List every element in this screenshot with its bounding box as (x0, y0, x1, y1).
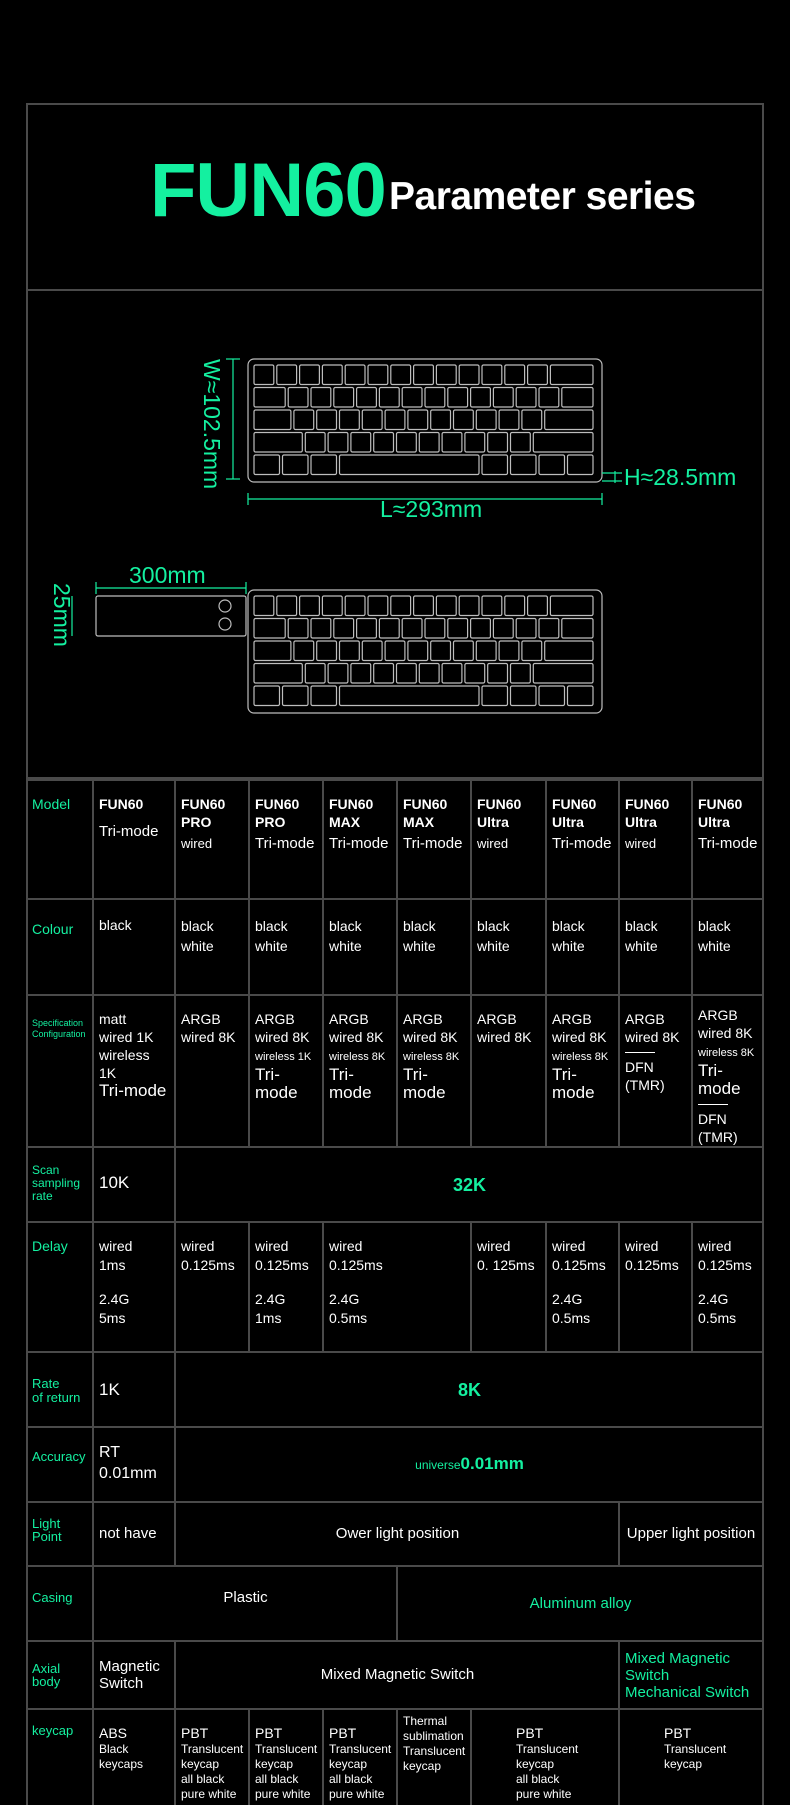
colour-cell-8: black white (619, 899, 692, 995)
label-delay: Delay (28, 1222, 93, 1352)
row-casing (28, 1566, 762, 1641)
key (482, 455, 508, 475)
key (511, 433, 531, 453)
key (528, 596, 548, 616)
label-rate-of-return: Rate of return (28, 1352, 93, 1427)
casing-cell-aluminum: Aluminum alloy (397, 1566, 762, 1641)
key (511, 686, 537, 706)
keyboard-diagram (28, 291, 762, 779)
key (254, 365, 274, 385)
axial-cell-mid: Mixed Magnetic Switch (175, 1641, 619, 1709)
key (539, 619, 559, 639)
key (493, 388, 513, 408)
key (368, 596, 388, 616)
key (419, 664, 439, 684)
key (345, 596, 365, 616)
spec-cell-9: ARGB wired 8K wireless 8K Tri-mode DFN (TMR) (692, 995, 762, 1147)
key (408, 410, 428, 430)
key (539, 686, 565, 706)
row-scan-rate (28, 1147, 762, 1222)
key (254, 641, 291, 661)
connector-icon (219, 618, 231, 630)
model-cell-5: FUN60 MAX Tri-mode (397, 780, 471, 899)
key (294, 641, 314, 661)
axial-cell-last: Mixed Magnetic Switch Mechanical Switch (619, 1641, 762, 1709)
model-cell-3: FUN60 PRO Tri-mode (249, 780, 323, 899)
row-model (28, 780, 762, 899)
row-colour (28, 899, 762, 995)
keycap-cell-1: ABS Black keycaps (93, 1709, 175, 1805)
label-casing: Casing (28, 1566, 93, 1641)
keycap-cell-5: Thermal sublimation Translucent keycap (397, 1709, 471, 1805)
key (436, 365, 456, 385)
key (334, 388, 354, 408)
key (568, 455, 594, 475)
key (300, 596, 320, 616)
casing-cell-plastic: Plastic (93, 1566, 397, 1641)
model-cell-7: FUN60 Ultra Tri-mode (546, 780, 619, 899)
key (322, 596, 342, 616)
key (454, 410, 474, 430)
scan-cell-first: 10K (93, 1147, 175, 1222)
keyboard-body (248, 359, 602, 482)
colour-cell-2: black white (175, 899, 249, 995)
label-keycap: keycap (28, 1709, 93, 1805)
key (340, 455, 480, 475)
row-rate-of-return (28, 1352, 762, 1427)
key (254, 664, 302, 684)
key (545, 410, 593, 430)
key (562, 388, 593, 408)
keyboard-cable-view (96, 590, 602, 713)
key (511, 664, 531, 684)
key (379, 388, 399, 408)
key (511, 455, 537, 475)
key (254, 433, 302, 453)
key (562, 619, 593, 639)
key (277, 596, 297, 616)
model-cell-8: FUN60 Ultra wired (619, 780, 692, 899)
key (317, 410, 337, 430)
key (442, 433, 462, 453)
key (283, 455, 309, 475)
key (385, 410, 405, 430)
key (288, 388, 308, 408)
keyboard-body (248, 590, 602, 713)
key (368, 365, 388, 385)
key (454, 641, 474, 661)
key (362, 641, 382, 661)
key (283, 686, 309, 706)
rate-cell-first: 1K (93, 1352, 175, 1427)
key (351, 664, 371, 684)
key (294, 410, 314, 430)
key (476, 641, 496, 661)
key (345, 365, 365, 385)
key (465, 433, 485, 453)
key (328, 433, 348, 453)
key (414, 365, 434, 385)
key (254, 596, 274, 616)
key (254, 388, 285, 408)
delay-cell-2: wired 0.125ms (175, 1222, 249, 1352)
key (516, 388, 536, 408)
row-specification (28, 995, 762, 1147)
row-light-point (28, 1502, 762, 1566)
colour-cell-6: black white (471, 899, 546, 995)
key (550, 365, 593, 385)
scan-cell-rest: 32K (175, 1147, 762, 1222)
key (539, 455, 565, 475)
key (374, 433, 394, 453)
key (431, 641, 451, 661)
key (459, 596, 479, 616)
label-scan-rate: Scan sampling rate (28, 1147, 93, 1222)
colour-cell-7: black white (546, 899, 619, 995)
key (391, 365, 411, 385)
key (340, 410, 360, 430)
key (254, 619, 285, 639)
key (488, 433, 508, 453)
key (488, 664, 508, 684)
delay-cell-5: wired 0. 125ms (471, 1222, 546, 1352)
key (408, 641, 428, 661)
key (493, 619, 513, 639)
label-axial-body: Axial body (28, 1641, 93, 1709)
key (334, 619, 354, 639)
width-label: W≈102.5mm (199, 359, 225, 490)
key (419, 433, 439, 453)
delay-cell-3: wired 0.125ms 2.4G 1ms (249, 1222, 323, 1352)
height-label: H≈28.5mm (624, 464, 737, 490)
delay-cell-7: wired 0.125ms (619, 1222, 692, 1352)
row-delay (28, 1222, 762, 1352)
hero-header (28, 105, 762, 291)
key (442, 664, 462, 684)
spec-cell-3: ARGB wired 8K wireless 1K Tri-mode (249, 995, 323, 1147)
key (448, 619, 468, 639)
spec-cell-4: ARGB wired 8K wireless 8K Tri-mode (323, 995, 397, 1147)
model-cell-6: FUN60 Ultra wired (471, 780, 546, 899)
key (357, 388, 377, 408)
spec-sheet (26, 103, 764, 1805)
key (311, 686, 337, 706)
key (545, 641, 593, 661)
key (311, 388, 331, 408)
delay-cell-8: wired 0.125ms 2.4G 0.5ms (692, 1222, 762, 1352)
row-keycap (28, 1709, 762, 1805)
key (499, 641, 519, 661)
key (328, 664, 348, 684)
colour-cell-3: black white (249, 899, 323, 995)
key (402, 619, 422, 639)
key (305, 664, 325, 684)
cable-length-label: 300mm (129, 562, 206, 588)
spec-cell-7: ARGB wired 8K wireless 8K Tri-mode (546, 995, 619, 1147)
key (351, 433, 371, 453)
key (391, 596, 411, 616)
key (436, 596, 456, 616)
key (385, 641, 405, 661)
keycap-cell-6: PBT Translucent keycap all black pure white (471, 1709, 619, 1805)
key (465, 664, 485, 684)
key (300, 365, 320, 385)
key (431, 410, 451, 430)
key (528, 365, 548, 385)
light-cell-last: Upper light position (619, 1502, 762, 1566)
label-light-point: Light Point (28, 1502, 93, 1566)
accuracy-cell-first: RT 0.01mm (93, 1427, 175, 1502)
colour-cell-5: black white (397, 899, 471, 995)
delay-cell-1: wired 1ms 2.4G 5ms (93, 1222, 175, 1352)
key (254, 410, 291, 430)
cable-diameter-label: 25mm (49, 583, 75, 647)
key (539, 388, 559, 408)
key (522, 641, 542, 661)
key (482, 365, 502, 385)
key (305, 433, 325, 453)
keycap-cell-4: PBT Translucent keycap all black pure white (323, 1709, 397, 1805)
key (471, 619, 491, 639)
key (311, 455, 337, 475)
key (568, 686, 594, 706)
key (288, 619, 308, 639)
keyboard-top-view (248, 359, 602, 482)
label-colour: Colour (28, 899, 93, 995)
row-accuracy (28, 1427, 762, 1502)
key (254, 455, 280, 475)
key (254, 686, 280, 706)
key (533, 433, 593, 453)
key (277, 365, 297, 385)
key (471, 388, 491, 408)
colour-cell-4: black white (323, 899, 397, 995)
product-title: FUN60 (150, 148, 386, 233)
key (476, 410, 496, 430)
delay-cell-6: wired 0.125ms 2.4G 0.5ms (546, 1222, 619, 1352)
key (482, 686, 508, 706)
key (550, 596, 593, 616)
key (425, 619, 445, 639)
key (505, 596, 525, 616)
spec-table (28, 779, 762, 1805)
spec-cell-8: ARGB wired 8K DFN (TMR) (619, 995, 692, 1147)
key (522, 410, 542, 430)
key (379, 619, 399, 639)
key (322, 365, 342, 385)
key (374, 664, 394, 684)
label-accuracy: Accuracy (28, 1427, 93, 1502)
delay-cell-4: wired 0.125ms 2.4G 0.5ms (323, 1222, 471, 1352)
key (340, 686, 480, 706)
spec-cell-2: ARGB wired 8K (175, 995, 249, 1147)
key (499, 410, 519, 430)
product-subtitle: Parameter series (389, 175, 696, 218)
length-label: L≈293mm (380, 496, 483, 522)
key (402, 388, 422, 408)
model-cell-1: FUN60 Tri-mode (93, 780, 175, 899)
light-cell-mid: Ower light position (175, 1502, 619, 1566)
axial-cell-first: Magnetic Switch (93, 1641, 175, 1709)
keycap-cell-2: PBT Translucent keycap all black pure white (175, 1709, 249, 1805)
light-cell-first: not have (93, 1502, 175, 1566)
model-cell-2: FUN60 PRO wired (175, 780, 249, 899)
key (414, 596, 434, 616)
key (505, 365, 525, 385)
keycap-cell-3: PBT Translucent keycap all black pure white (249, 1709, 323, 1805)
row-axial-body (28, 1641, 762, 1709)
key (362, 410, 382, 430)
label-specification: Specification Configuration (28, 995, 93, 1147)
key (397, 664, 417, 684)
spec-cell-1: matt wired 1K wireless 1K Tri-mode (93, 995, 175, 1147)
key (317, 641, 337, 661)
colour-cell-9: black white (692, 899, 762, 995)
key (397, 433, 417, 453)
colour-cell-1: black (93, 899, 175, 995)
label-model: Model (28, 780, 93, 899)
keycap-cell-7: PBT Translucent keycap (619, 1709, 762, 1805)
key (459, 365, 479, 385)
key (357, 619, 377, 639)
key (516, 619, 536, 639)
key (340, 641, 360, 661)
key (482, 596, 502, 616)
rate-cell-rest: 8K (175, 1352, 762, 1427)
model-cell-4: FUN60 MAX Tri-mode (323, 780, 397, 899)
key (533, 664, 593, 684)
accuracy-cell-rest: universe0.01mm (175, 1427, 762, 1502)
model-cell-9: FUN60 Ultra Tri-mode (692, 780, 762, 899)
connector-icon (219, 600, 231, 612)
key (425, 388, 445, 408)
key (311, 619, 331, 639)
keyboard-dimension-drawing (28, 291, 762, 779)
spec-cell-6: ARGB wired 8K (471, 995, 546, 1147)
key (448, 388, 468, 408)
spec-cell-5: ARGB wired 8K wireless 8K Tri-mode (397, 995, 471, 1147)
